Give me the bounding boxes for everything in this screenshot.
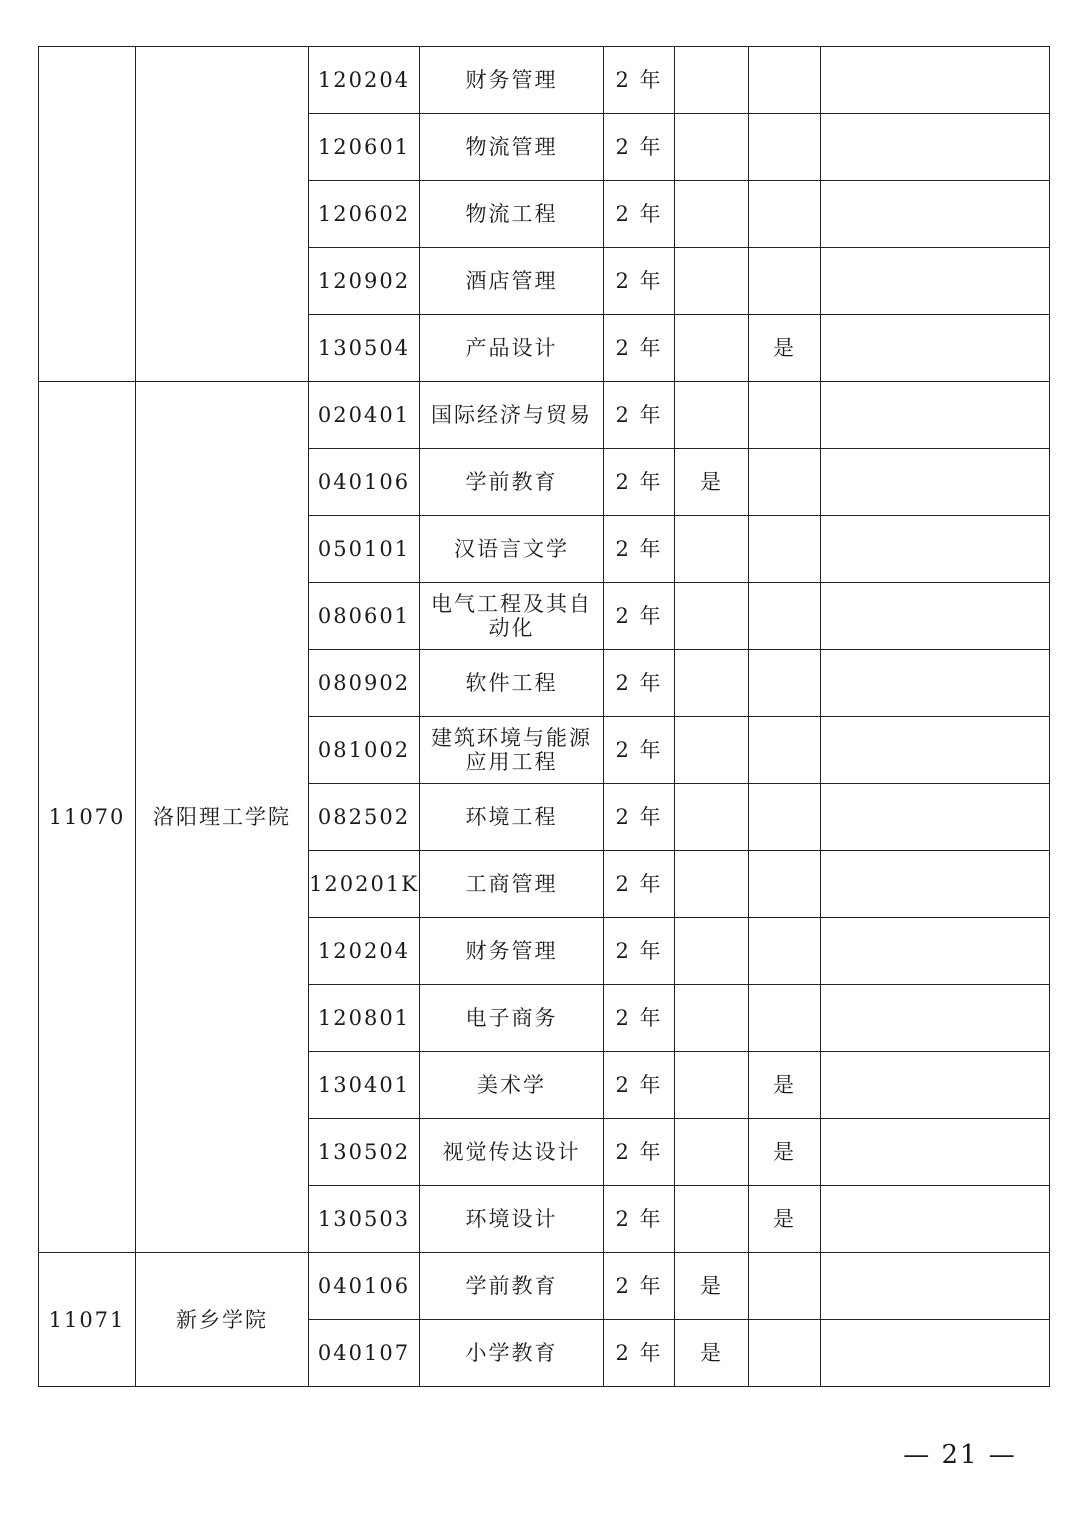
major-code: 020401: [309, 382, 420, 449]
major-code: 120602: [309, 181, 420, 248]
major-code: 130502: [309, 1119, 420, 1186]
remarks: [821, 650, 1050, 717]
study-years: 2 年: [604, 47, 675, 114]
study-years: 2 年: [604, 985, 675, 1052]
flag-col-5: [749, 717, 821, 784]
flag-col-4: [675, 1052, 749, 1119]
major-code: 130504: [309, 315, 420, 382]
flag-col-5: [749, 248, 821, 315]
remarks: [821, 583, 1050, 650]
table-row: [39, 1253, 1050, 1320]
major-name: 美术学: [420, 1052, 604, 1119]
flag-col-5: 是: [749, 1119, 821, 1186]
major-code: 082502: [309, 784, 420, 851]
study-years: 2 年: [604, 315, 675, 382]
remarks: [821, 181, 1050, 248]
study-years: 2 年: [604, 516, 675, 583]
major-code: 120801: [309, 985, 420, 1052]
study-years: 2 年: [604, 851, 675, 918]
remarks: [821, 1186, 1050, 1253]
major-name: 酒店管理: [420, 248, 604, 315]
study-years: 2 年: [604, 650, 675, 717]
flag-col-4: 是: [675, 449, 749, 516]
flag-col-4: [675, 717, 749, 784]
remarks: [821, 1119, 1050, 1186]
major-code: 130401: [309, 1052, 420, 1119]
flag-col-4: [675, 516, 749, 583]
major-name: 小学教育: [420, 1320, 604, 1387]
university-name: [136, 47, 309, 382]
flag-col-4: [675, 47, 749, 114]
remarks: [821, 1052, 1050, 1119]
major-name: 电子商务: [420, 985, 604, 1052]
flag-col-4: [675, 583, 749, 650]
page-number: — 21 —: [903, 1440, 1017, 1470]
flag-col-4: 是: [675, 1253, 749, 1320]
flag-col-5: [749, 1253, 821, 1320]
major-code: 120204: [309, 47, 420, 114]
flag-col-5: [749, 181, 821, 248]
flag-col-5: [749, 516, 821, 583]
major-name: 工商管理: [420, 851, 604, 918]
flag-col-5: [749, 47, 821, 114]
major-code: 080902: [309, 650, 420, 717]
study-years: 2 年: [604, 717, 675, 784]
flag-col-5: [749, 918, 821, 985]
table-body: [39, 47, 1050, 1387]
flag-col-4: [675, 114, 749, 181]
remarks: [821, 315, 1050, 382]
flag-col-5: 是: [749, 1186, 821, 1253]
study-years: 2 年: [604, 1119, 675, 1186]
major-code: 040107: [309, 1320, 420, 1387]
major-code: 081002: [309, 717, 420, 784]
university-name: 洛阳理工学院: [136, 382, 309, 1253]
remarks: [821, 985, 1050, 1052]
major-name: 财务管理: [420, 918, 604, 985]
remarks: [821, 114, 1050, 181]
major-name: 国际经济与贸易: [420, 382, 604, 449]
major-code: 040106: [309, 1253, 420, 1320]
major-name: 产品设计: [420, 315, 604, 382]
flag-col-4: [675, 650, 749, 717]
major-code: 130503: [309, 1186, 420, 1253]
study-years: 2 年: [604, 248, 675, 315]
study-years: 2 年: [604, 114, 675, 181]
major-name: 物流工程: [420, 181, 604, 248]
majors-table: [38, 46, 1050, 1387]
remarks: [821, 851, 1050, 918]
major-name: 学前教育: [420, 1253, 604, 1320]
remarks: [821, 382, 1050, 449]
study-years: 2 年: [604, 449, 675, 516]
flag-col-4: [675, 248, 749, 315]
flag-col-4: [675, 784, 749, 851]
flag-col-5: [749, 985, 821, 1052]
flag-col-5: [749, 1320, 821, 1387]
major-name: 视觉传达设计: [420, 1119, 604, 1186]
flag-col-4: [675, 181, 749, 248]
major-name: 电气工程及其自动化: [420, 583, 604, 650]
flag-col-4: [675, 382, 749, 449]
major-name: 环境工程: [420, 784, 604, 851]
study-years: 2 年: [604, 918, 675, 985]
university-code: [39, 47, 136, 382]
major-code: 080601: [309, 583, 420, 650]
flag-col-5: 是: [749, 315, 821, 382]
major-code: 120201K: [309, 851, 420, 918]
major-name: 环境设计: [420, 1186, 604, 1253]
table-row: [39, 382, 1050, 449]
flag-col-4: [675, 851, 749, 918]
major-name: 财务管理: [420, 47, 604, 114]
major-code: 120902: [309, 248, 420, 315]
study-years: 2 年: [604, 382, 675, 449]
remarks: [821, 449, 1050, 516]
flag-col-4: [675, 918, 749, 985]
flag-col-4: [675, 985, 749, 1052]
remarks: [821, 516, 1050, 583]
flag-col-4: 是: [675, 1320, 749, 1387]
flag-col-5: [749, 583, 821, 650]
flag-col-5: 是: [749, 1052, 821, 1119]
major-name: 汉语言文学: [420, 516, 604, 583]
major-code: 050101: [309, 516, 420, 583]
remarks: [821, 248, 1050, 315]
major-code: 120204: [309, 918, 420, 985]
flag-col-5: [749, 851, 821, 918]
table-row: [39, 47, 1050, 114]
flag-col-5: [749, 449, 821, 516]
remarks: [821, 47, 1050, 114]
remarks: [821, 1253, 1050, 1320]
remarks: [821, 918, 1050, 985]
university-code: 11070: [39, 382, 136, 1253]
study-years: 2 年: [604, 1320, 675, 1387]
study-years: 2 年: [604, 583, 675, 650]
flag-col-5: [749, 382, 821, 449]
major-name: 学前教育: [420, 449, 604, 516]
study-years: 2 年: [604, 784, 675, 851]
remarks: [821, 784, 1050, 851]
flag-col-5: [749, 650, 821, 717]
major-code: 120601: [309, 114, 420, 181]
major-name: 建筑环境与能源应用工程: [420, 717, 604, 784]
remarks: [821, 1320, 1050, 1387]
remarks: [821, 717, 1050, 784]
study-years: 2 年: [604, 181, 675, 248]
flag-col-4: [675, 315, 749, 382]
university-code: 11071: [39, 1253, 136, 1387]
flag-col-5: [749, 114, 821, 181]
study-years: 2 年: [604, 1052, 675, 1119]
study-years: 2 年: [604, 1186, 675, 1253]
flag-col-5: [749, 784, 821, 851]
study-years: 2 年: [604, 1253, 675, 1320]
major-name: 软件工程: [420, 650, 604, 717]
major-name: 物流管理: [420, 114, 604, 181]
flag-col-4: [675, 1119, 749, 1186]
university-name: 新乡学院: [136, 1253, 309, 1387]
flag-col-4: [675, 1186, 749, 1253]
major-code: 040106: [309, 449, 420, 516]
